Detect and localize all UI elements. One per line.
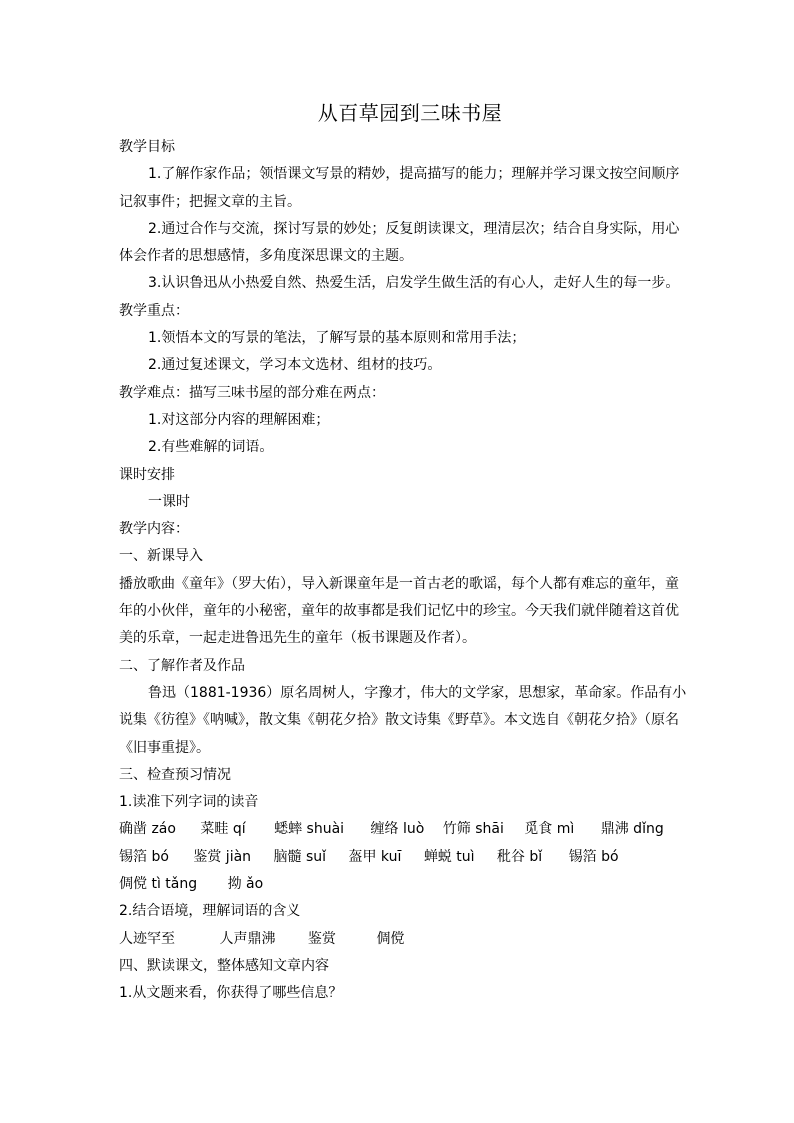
goals-heading: 教学目标	[119, 139, 175, 155]
part-3-heading: 三、检查预习情况	[119, 766, 231, 783]
part-1-paragraph-line-a: 播放歌曲《童年》（罗大佑），导入新课童年是一首古老的歌谣，每个人都有难忘的童年，童	[119, 575, 679, 592]
content-heading: 教学内容：	[119, 521, 189, 538]
goal-1-line-b: 记叙事件；把握文章的主旨。	[119, 193, 301, 210]
vocab-word: 人声鼎沸	[219, 930, 276, 947]
vocab-word: 鉴赏	[307, 930, 336, 947]
vocab-words-row	[119, 926, 689, 953]
page-title: 从百草园到三味书屋	[317, 101, 503, 125]
pinyin-item: 确凿 záo	[119, 821, 176, 838]
pinyin-item: 蝉蜕 tuì	[423, 848, 475, 865]
part-3-question-1: 1.读准下列字词的读音	[119, 794, 259, 811]
pinyin-row-2	[119, 844, 689, 871]
pinyin-item: 蟋蟀 shuài	[274, 821, 345, 838]
vocab-word: 倜傥	[376, 930, 405, 947]
pinyin-item: 觅食 mì	[524, 821, 575, 838]
pinyin-row-3	[119, 871, 689, 898]
goal-1-line-a: 1.了解作家作品；领悟课文写景的精妙，提高描写的能力；理解并学习课文按空间顺序	[148, 166, 680, 183]
goal-2-line-b: 体会作者的思想感情，多角度深思课文的主题。	[119, 248, 413, 265]
part-3-question-2: 2.结合语境，理解词语的含义	[119, 903, 301, 920]
pinyin-item: 缠络 luò	[370, 821, 425, 838]
difficulty-2: 2.有些难解的词语。	[148, 439, 274, 456]
document-body	[119, 98, 689, 1008]
pinyin-item: 锡箔 bó	[119, 848, 169, 865]
pinyin-item: 秕谷 bǐ	[496, 848, 543, 865]
pinyin-item: 倜傥 tì tǎng	[119, 876, 198, 893]
difficulty-1: 1.对这部分内容的理解困难；	[148, 411, 330, 428]
goal-2-line-a: 2.通过合作与交流，探讨写景的妙处；反复朗读课文，理清层次；结合自身实际，用心	[148, 220, 680, 237]
part-1-paragraph-line-b: 年的小伙伴，童年的小秘密，童年的故事都是我们记忆中的珍宝。今天我们就伴随着这首优	[119, 603, 679, 620]
part-2-heading: 二、了解作者及作品	[119, 657, 245, 674]
pinyin-item: 竹筛 shāi	[442, 821, 504, 838]
vocab-word: 人迹罕至	[119, 930, 175, 947]
pinyin-item: 脑髓 suǐ	[273, 848, 327, 865]
pinyin-item: 鉴赏 jiàn	[193, 848, 252, 865]
difficulty-heading: 教学难点：描写三味书屋的部分难在两点：	[119, 384, 385, 401]
pinyin-item: 锡箔 bó	[568, 848, 619, 865]
pinyin-item: 鼎沸 dǐng	[600, 821, 664, 838]
key-point-2: 2.通过复述课文，学习本文选材、组材的技巧。	[148, 357, 442, 374]
part-1-paragraph-line-c: 美的乐章，一起走进鲁迅先生的童年（板书课题及作者）。	[119, 630, 476, 647]
pinyin-item: 盔甲 kuī	[348, 848, 402, 865]
pinyin-row-1	[119, 816, 689, 843]
pinyin-item: 拗 ǎo	[227, 876, 264, 893]
part-4-question-1: 1.从文题来看，你获得了哪些信息？	[119, 985, 343, 1002]
key-points-heading: 教学重点：	[119, 302, 189, 319]
pinyin-item: 菜畦 qí	[200, 821, 246, 838]
schedule-value: 一课时	[148, 493, 190, 510]
key-point-1: 1.领悟本文的写景的笔法，了解写景的基本原则和常用手法；	[148, 330, 526, 347]
part-1-heading: 一、新课导入	[119, 548, 203, 565]
part-2-paragraph-line-c: 《旧事重提》。	[119, 739, 210, 756]
schedule-heading: 课时安排	[119, 466, 175, 483]
part-2-paragraph-line-b: 说集《彷徨》《呐喊》，散文集《朝花夕拾》散文诗集《野草》。本文选自《朝花夕拾》（原名	[119, 712, 679, 729]
part-2-paragraph-line-a: 鲁迅（1881-1936）原名周树人，字豫才，伟大的文学家，思想家，革命家。作品有小	[148, 684, 687, 701]
part-4-heading: 四、默读课文，整体感知文章内容	[119, 957, 329, 974]
goal-3: 3.认识鲁迅从小热爱自然、热爱生活，启发学生做生活的有心人，走好人生的每一步。	[148, 275, 680, 292]
